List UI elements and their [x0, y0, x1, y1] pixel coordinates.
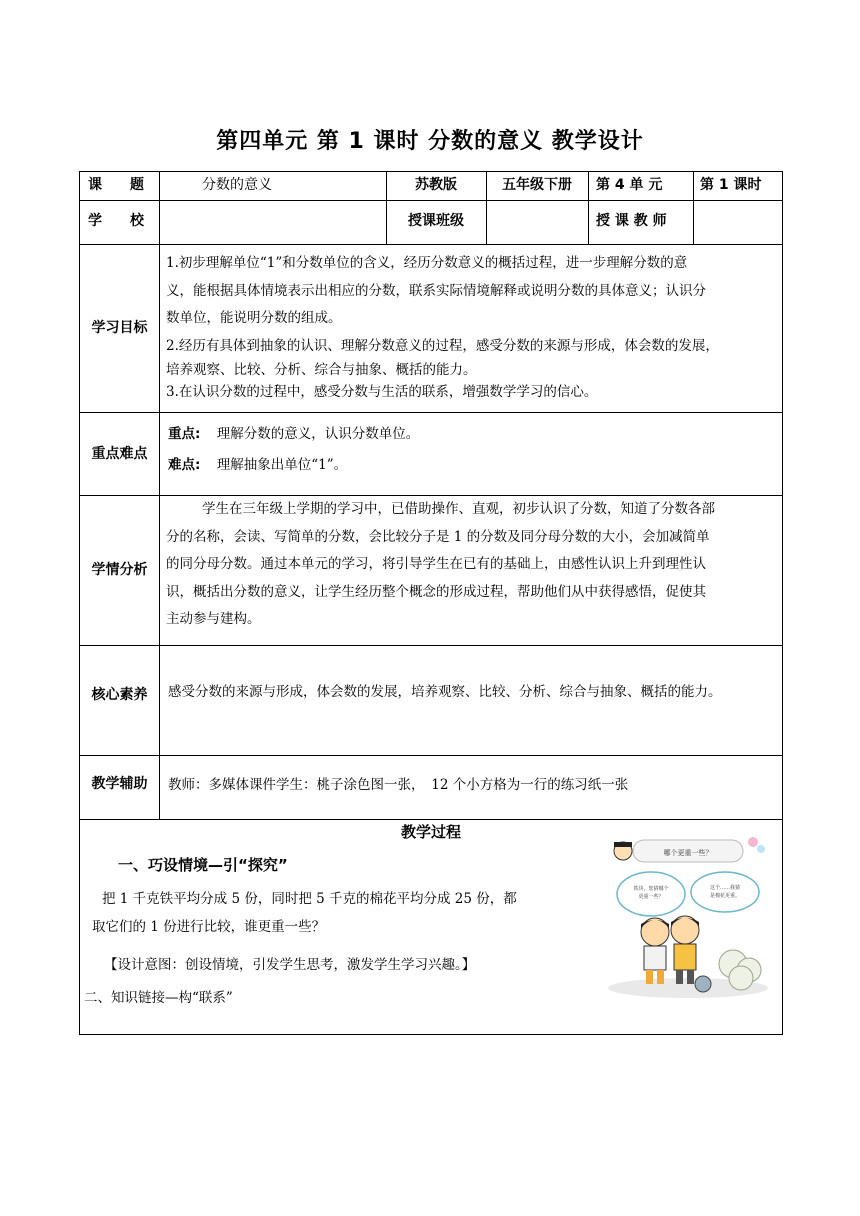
teacher-label: 授 课 教 师 — [596, 213, 667, 229]
hard-point — [168, 459, 778, 473]
process-heading: 教学过程 — [400, 823, 461, 841]
analysis-line: 主动参与建构。 — [166, 611, 261, 627]
goals-text — [166, 250, 782, 404]
key-prefix: 重点: — [168, 426, 201, 442]
school-label: 学 校 — [88, 213, 144, 229]
section-2-heading: 二、知识链接—构“联系” — [84, 990, 233, 1006]
svg-text:是棉花更重。: 是棉花更重。 — [709, 893, 741, 899]
lesson-number: 第 1 课时 — [700, 177, 762, 193]
goal-line: 义，能根据具体情境表示出相应的分数，联系实际情境解释或说明分数的具体意义；认识分 — [166, 282, 706, 299]
analysis-line: 识，概括出分数的意义，让学生经历整个概念的形成过程，帮助他们从中获得感悟，促使其 — [166, 583, 706, 600]
para-line: 取它们的 1 份进行比较，谁更重一些？ — [92, 919, 326, 935]
literacy-text: 感受分数的来源与形成，体会数的发展，培养观察、比较、分析、综合与抽象、概括的能力。 — [168, 684, 722, 700]
goal-line: 数单位，能说明分数的组成。 — [166, 310, 342, 326]
unit: 第 4 单 元 — [596, 177, 663, 193]
grade: 五年级下册 — [502, 177, 572, 193]
topic-label: 课 题 — [88, 177, 144, 193]
publisher: 苏教版 — [415, 177, 457, 193]
goal-line: 1.初步理解单位“1”和分数单位的含义，经历分数意义的概括过程，进一步理解分数的意 — [166, 255, 688, 271]
class-label: 授课班级 — [408, 213, 464, 229]
page-title: 第四单元 第 1 课时 分数的意义 教学设计 — [216, 129, 644, 154]
key-point — [168, 428, 778, 442]
svg-text:更重一些？: 更重一些？ — [638, 894, 664, 900]
design-intent: 【设计意图：创设情境，引发学生思考，激发学生学习兴趣。】 — [104, 957, 476, 973]
key-text: 理解分数的意义，认识分数单位。 — [216, 426, 420, 442]
comparison-illustration — [603, 824, 773, 1002]
keypoints-label: 重点难点 — [91, 445, 148, 462]
topic-value: 分数的意义 — [202, 177, 272, 193]
analysis-line: 分的名称，会读、写简单的分数，会比较分子是 1 的分数及同分母分数的大小，会加减简单 — [166, 528, 710, 545]
section-1-heading: 一、巧设情境—引“探究” — [118, 856, 288, 874]
analysis-text — [166, 496, 782, 634]
aids-text: 教师：多媒体课件学生：桃子涂色图一张， 12 个小方格为一行的练习纸一张 — [168, 777, 629, 793]
aids-label: 教学辅助 — [91, 776, 148, 792]
literacy-label: 核心素养 — [91, 687, 148, 703]
svg-text:这个……我猜: 这个……我猜 — [709, 885, 741, 891]
goals-label: 学习目标 — [91, 320, 148, 336]
goal-line: 3.在认识分数的过程中，感受分数与生活的联系，增强数学学习的信心。 — [166, 384, 598, 400]
hard-prefix: 难点: — [168, 457, 201, 473]
analysis-line: 学生在三年级上学期的学习中，已借助操作、直观，初步认识了分数，知道了分数各部 — [202, 501, 715, 517]
analysis-line: 的同分母分数。通过本单元的学习，将引导学生在已有的基础上，由感性认识上升到理性认 — [166, 556, 706, 572]
cartoon-scene — [603, 824, 773, 1002]
question-text: 哪个更重一些？ — [663, 849, 713, 857]
svg-text:铁块，您猜哪个: 铁块，您猜哪个 — [633, 886, 669, 892]
lesson-plan-table — [79, 171, 783, 1035]
section-1-body — [92, 885, 592, 941]
hard-text: 理解抽象出单位“1”。 — [216, 457, 348, 473]
goal-line: 2.经历有具体到抽象的认识、理解分数意义的过程，感受分数的来源与形成，体会数的发展， — [166, 337, 719, 354]
goal-line: 培养观察、比较、分析、综合与抽象、概括的能力。 — [166, 362, 477, 378]
analysis-label: 学情分析 — [91, 562, 148, 578]
para-line: 把 1 千克铁平均分成 5 份，同时把 5 千克的棉花平均分成 25 份，都 — [102, 891, 517, 907]
